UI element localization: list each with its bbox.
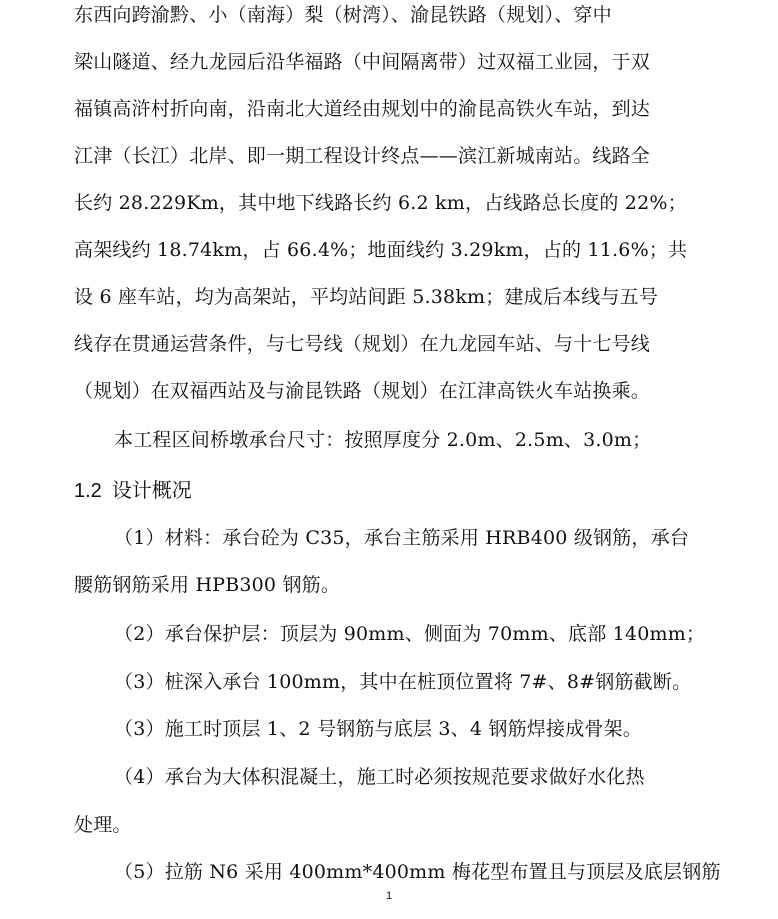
- list-item: （3）施工时顶层 1、2 号钢筋与底层 3、4 钢筋焊接成骨架。: [114, 718, 643, 740]
- paragraph-line: 高架线约 18.74km，占 66.4%；地面线约 3.29km，占的 11.6%；共: [74, 239, 688, 261]
- paragraph-line: 本工程区间桥墩承台尺寸：按照厚度分 2.0m、2.5m、3.0m；: [114, 429, 652, 451]
- list-item: 腰筋钢筋采用 HPB300 钢筋。: [74, 574, 341, 596]
- list-item: 处理。: [74, 814, 132, 836]
- paragraph-line: 江津（长江）北岸、即一期工程设计终点——滨江新城南站。线路全: [74, 145, 651, 167]
- paragraph-line: 线存在贯通运营条件，与七号线（规划）在九龙园车站、与十七号线: [74, 333, 651, 355]
- paragraph-line: 设 6 座车站，均为高架站，平均站间距 5.38km；建成后本线与五号: [74, 286, 659, 308]
- page-number: 1: [385, 890, 393, 902]
- paragraph-line: 长约 28.229Km，其中地下线路长约 6.2 km，占线路总长度的 22%；: [74, 192, 687, 214]
- section-number: 1.2: [74, 480, 102, 502]
- paragraph-line: 福镇高浒村折向南，沿南北大道经由规划中的渝昆高铁火车站，到达: [74, 98, 651, 120]
- list-item: （4）承台为大体积混凝土，施工时必须按规范要求做好水化热: [114, 766, 645, 788]
- section-title: 设计概况: [111, 480, 192, 502]
- list-item: （5）拉筋 N6 采用 400mm*400mm 梅花型布置且与顶层及底层钢筋: [114, 861, 721, 883]
- list-item: （3）桩深入承台 100mm，其中在桩顶位置将 7#、8#钢筋截断。: [114, 671, 692, 693]
- paragraph-line: （规划）在双福西站及与渝昆铁路（规划）在江津高铁火车站换乘。: [74, 380, 651, 402]
- list-item: （1）材料：承台砼为 C35，承台主筋采用 HRB400 级钢筋，承台: [114, 527, 690, 549]
- section-heading: [74, 478, 192, 504]
- list-item: （2）承台保护层：顶层为 90mm、侧面为 70mm、底部 140mm；: [114, 623, 706, 645]
- paragraph-line: 梁山隧道、经九龙园后沿华福路（中间隔离带）过双福工业园，于双: [74, 51, 651, 73]
- paragraph-line: 东西向跨渝黔、小（南海）梨（树湾）、渝昆铁路（规划）、穿中: [74, 4, 612, 26]
